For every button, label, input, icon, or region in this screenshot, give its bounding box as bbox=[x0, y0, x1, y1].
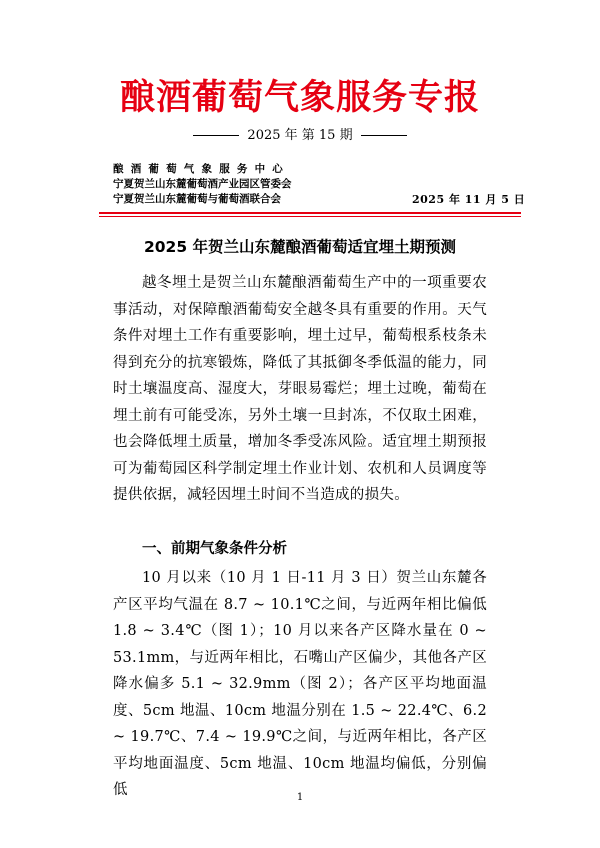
section-heading: 一、前期气象条件分析 bbox=[142, 541, 287, 557]
issue-date: 2025 年 11 月 5 日 bbox=[412, 193, 526, 206]
intro-paragraph: 越冬埋土是贺兰山东麓酿酒葡萄生产中的一项重要农事活动，对保障酿酒葡萄安全越冬具有重要的作用。天气条件对埋土工作有重要影响，埋土过早，葡萄根系枝条未得到充分的抗寒锻炼，降低了其抵御冬季低温的能力，同时土壤温度高、湿度大，芽眼易霉烂；埋土过晚，葡萄在埋土前有可能受冻，另外土壤一旦封冻，不仅取土困难，也会降低埋土质量，增加冬季受冻风险。适宜埋土期预报可为葡萄园区科学制定埋土作业计划、农机和人员调度等提供依据，减轻因埋土时间不当造成的损失。 bbox=[113, 275, 487, 503]
issuer-line: 宁夏贺兰山东麓葡萄与葡萄酒联合会 bbox=[113, 193, 281, 205]
section-paragraph: 10 月以来（10 月 1 日-11 月 3 日）贺兰山东麓各产区平均气温在 8.7 ~ 10.1℃之间，与近两年相比偏低 1.8 ~ 3.4℃（图 1）；10 月以来各产区降水量在 0 ~ 53.1mm，与近两年相比，石嘴山产区偏少，其他各产区降水偏多 5.1 ~ 32.9mm（图 2）；各产区平均地面温度、5cm 地温、10cm 地温分别在 1.5 ~ 22.4℃、6.2 ~ 19.7℃、7.4 ~ 19.9℃之间，与近两年相比，各产区平均地面温度、5cm 地温、10cm 地温均偏低，分别偏低 bbox=[113, 570, 487, 798]
header-divider-thick bbox=[99, 212, 521, 214]
article-title: 2025 年贺兰山东麓酿酒葡萄适宜埋土期预测 bbox=[143, 238, 457, 256]
issue-left-rule bbox=[193, 135, 239, 136]
page-number: 1 bbox=[296, 792, 304, 803]
issue-line bbox=[0, 128, 600, 144]
issuer-line: 酿酒葡萄气象服务中心 bbox=[113, 163, 290, 175]
issuer-line: 宁夏贺兰山东麓葡萄酒产业园区管委会 bbox=[113, 178, 292, 190]
issue-right-rule bbox=[361, 135, 407, 136]
masthead-title: 酿酒葡萄气象服务专报 bbox=[119, 78, 480, 118]
issuing-organizations bbox=[113, 162, 373, 207]
issue-number: 2025 年 第 15 期 bbox=[247, 128, 353, 143]
header-divider-thin bbox=[99, 216, 521, 217]
